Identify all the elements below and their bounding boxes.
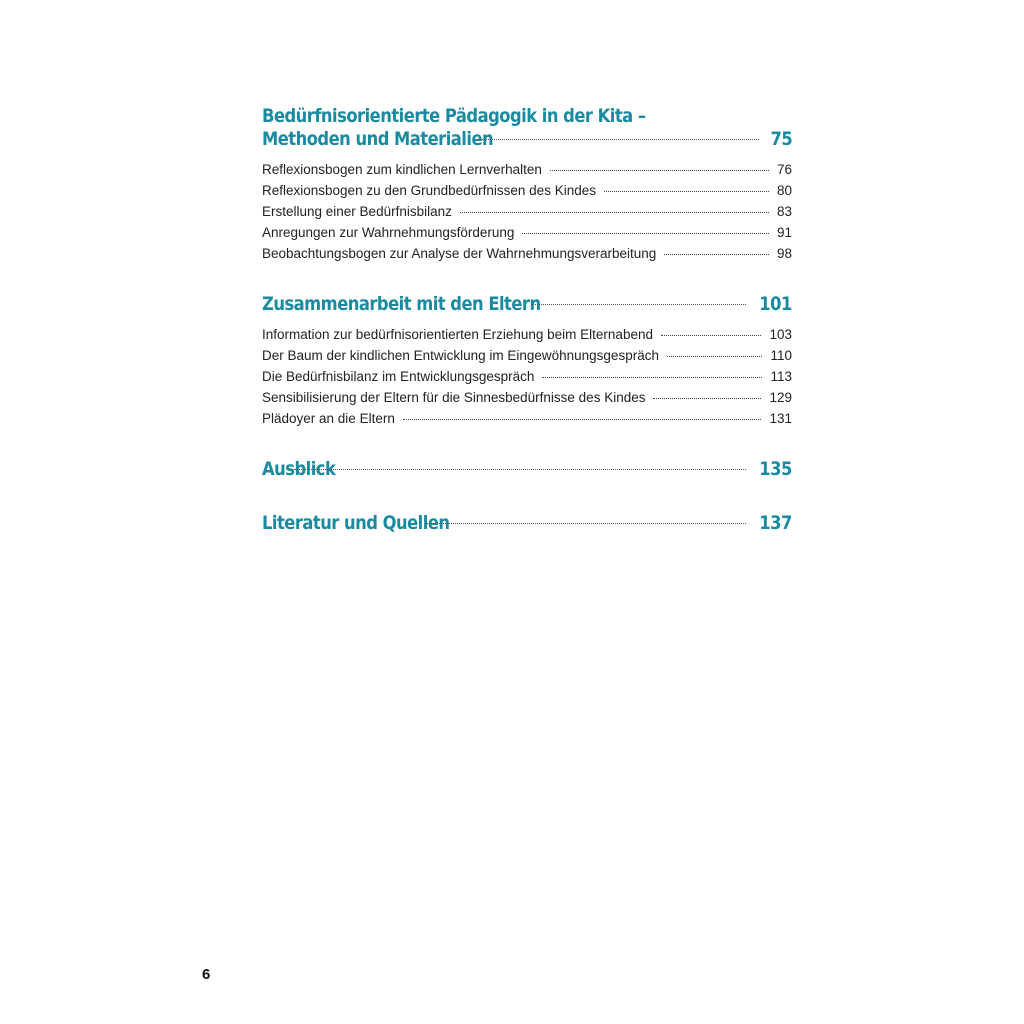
dot-leader xyxy=(532,304,746,305)
entry-label: Plädoyer an die Eltern xyxy=(262,411,395,426)
toc-entry[interactable] xyxy=(262,162,792,183)
entry-label: Beobachtungsbogen zur Analyse der Wahrnehmungsverarbeitung xyxy=(262,246,657,261)
entry-label: Erstellung einer Bedürfnisbilanz xyxy=(262,204,452,219)
dot-leader xyxy=(664,254,769,255)
entry-page-number: 110 xyxy=(770,348,792,363)
toc-entry[interactable] xyxy=(262,327,792,348)
section-title-row[interactable] xyxy=(262,293,792,321)
section-title-line: Bedürfnisorientierte Pädagogik in der Kita – xyxy=(262,105,646,127)
dot-leader xyxy=(604,191,769,192)
entry-label: Anregungen zur Wahrnehmungsförderung xyxy=(262,225,515,240)
table-of-contents xyxy=(262,104,792,566)
dot-leader xyxy=(426,523,746,524)
dot-leader xyxy=(460,212,769,213)
dot-leader xyxy=(550,170,769,171)
dot-leader xyxy=(661,335,761,336)
toc-section-literatur xyxy=(262,512,792,540)
entry-page-number: 91 xyxy=(776,225,792,240)
entry-page-number: 83 xyxy=(776,204,792,219)
toc-entry[interactable] xyxy=(262,204,792,225)
toc-entry[interactable] xyxy=(262,225,792,246)
section-title-row[interactable] xyxy=(262,512,792,540)
entry-page-number: 98 xyxy=(776,246,792,261)
dot-leader xyxy=(477,139,759,140)
section-page-number: 101 xyxy=(759,293,792,315)
toc-entry[interactable] xyxy=(262,390,792,411)
section-title: Methoden und Materialien xyxy=(262,128,494,150)
dot-leader xyxy=(522,233,769,234)
entry-page-number: 113 xyxy=(770,369,792,384)
toc-entry[interactable] xyxy=(262,348,792,369)
section-title-row[interactable] xyxy=(262,458,792,486)
toc-entry[interactable] xyxy=(262,183,792,204)
section-page-number: 75 xyxy=(770,128,792,150)
section-page-number: 137 xyxy=(759,512,792,534)
section-title-row[interactable] xyxy=(262,128,792,156)
section-title: Ausblick xyxy=(262,458,336,480)
entry-page-number: 103 xyxy=(769,327,792,342)
section-title: Zusammenarbeit mit den Eltern xyxy=(262,293,541,315)
toc-section-ausblick xyxy=(262,458,792,486)
entry-label: Information zur bedürfnisorientierten Erziehung beim Elternabend xyxy=(262,327,653,342)
entry-page-number: 80 xyxy=(776,183,792,198)
section-page-number: 135 xyxy=(759,458,792,480)
entry-label: Reflexionsbogen zum kindlichen Lernverhalten xyxy=(262,162,542,177)
entry-page-number: 76 xyxy=(776,162,792,177)
dot-leader xyxy=(294,469,746,470)
entry-label: Sensibilisierung der Eltern für die Sinnesbedürfnisse des Kindes xyxy=(262,390,646,405)
dot-leader xyxy=(667,356,763,357)
entry-label: Reflexionsbogen zu den Grundbedürfnissen des Kindes xyxy=(262,183,596,198)
section-title: Literatur und Quellen xyxy=(262,512,450,534)
toc-entry[interactable] xyxy=(262,411,792,432)
entry-label: Die Bedürfnisbilanz im Entwicklungsgespräch xyxy=(262,369,535,384)
page-number: 6 xyxy=(202,966,211,983)
toc-section-eltern xyxy=(262,293,792,432)
entry-label: Der Baum der kindlichen Entwicklung im Eingewöhnungsgespräch xyxy=(262,348,659,363)
entry-page-number: 129 xyxy=(769,390,792,405)
dot-leader xyxy=(653,398,761,399)
toc-entry[interactable] xyxy=(262,246,792,267)
toc-entry[interactable] xyxy=(262,369,792,390)
entry-page-number: 131 xyxy=(769,411,792,426)
toc-section-methoden xyxy=(262,104,792,267)
dot-leader xyxy=(542,377,762,378)
dot-leader xyxy=(403,419,762,420)
